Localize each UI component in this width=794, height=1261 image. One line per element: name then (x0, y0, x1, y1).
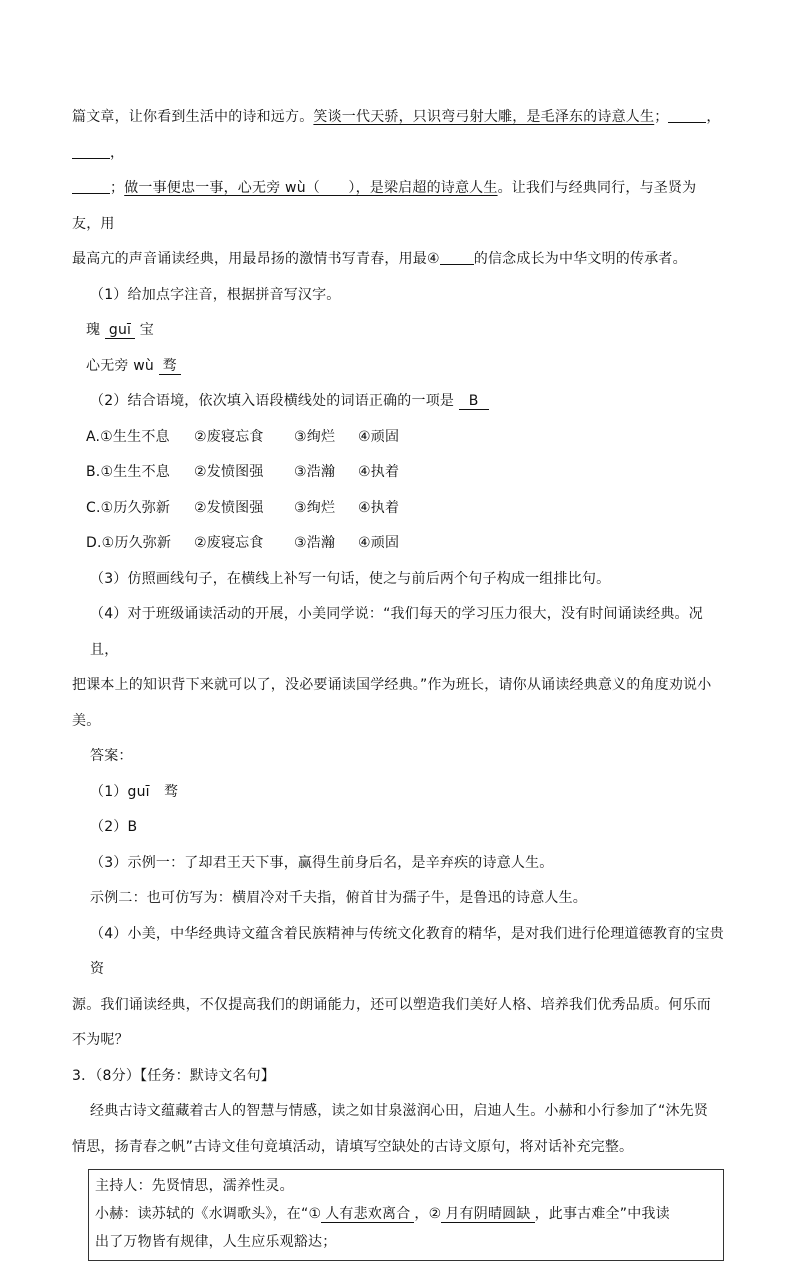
option-part: ④顽固 (358, 535, 400, 551)
option-part: ③浩瀚 (294, 464, 336, 480)
intro-text: 的信念成长为中华文明的传承者。 (473, 251, 687, 267)
document-content (72, 100, 724, 1261)
dialogue-answer-2[interactable]: 月有阴晴圆缺 (441, 1206, 534, 1223)
fill-blank[interactable] (72, 144, 110, 159)
intro-text: 最高亢的声音诵读经典，用最昂扬的激情书写青春，用最 (72, 251, 427, 267)
underlined-sentence: 做一事便忠一事，心无旁 wù（ ），是梁启超的诗意人生 (124, 180, 498, 196)
option-part: ③绚烂 (294, 499, 336, 516)
task3-heading: 3．（8分）【任务：默诗文名句】 (72, 1067, 276, 1084)
punct: ， (110, 144, 125, 161)
q4-line-3: 美。 (72, 712, 101, 729)
q4-line-2: 把课本上的知识背下来就可以了，没必要诵读国学经典。”作为班长，请你从诵读经典意义的角度劝说小 (72, 677, 712, 693)
option-part: D.①历久弥新 (86, 535, 172, 551)
dialogue-line-xiaohe-cont: 出了万物皆有规律，人生应乐观豁达； (95, 1234, 337, 1250)
dialogue-line-host: 主持人：先贤情思，濡养性灵。 (95, 1178, 294, 1194)
q2-answer[interactable]: B (459, 393, 489, 410)
q2-option-a[interactable] (72, 420, 724, 456)
option-part: ③浩瀚 (294, 535, 336, 551)
answer-2: （2）B (90, 819, 138, 835)
intro-line-2 (72, 171, 724, 242)
intro-text: 。让我们与经典同行，与圣贤为友，用 (72, 180, 697, 232)
punct: ， (706, 109, 721, 125)
fill-blank[interactable] (72, 179, 110, 194)
option-part: B.①生生不息 (86, 464, 171, 480)
answers-title: 答案： (90, 748, 133, 764)
q2-prompt (72, 384, 724, 420)
option-part: ③绚烂 (294, 428, 336, 445)
answer-1: （1）guī 骛 (90, 783, 179, 800)
fill-blank[interactable] (668, 108, 706, 123)
q1-word: 心无旁 wù (86, 357, 154, 374)
dialogue-text: ，② (414, 1206, 442, 1222)
task3-paragraph-1: 经典古诗文蕴藏着古人的智慧与情感，读之如甘泉滋润心田，启迪人生。小赫和小行参加了“沐先贤 (90, 1103, 709, 1119)
option-part: ④执着 (358, 464, 400, 480)
option-part: ④执着 (358, 499, 400, 516)
answer-4-line-2: 源。我们诵读经典，不仅提高我们的朗诵能力，还可以塑造我们美好人格、培养我们优秀品质。何乐而 (72, 996, 711, 1013)
q1-prompt: （1）给加点字注音，根据拼音写汉字。 (90, 286, 341, 303)
q1-word: 宝 (139, 322, 154, 338)
q3-prompt: （3）仿照画线句子，在横线上补写一句话，使之与前后两个句子构成一组排比句。 (90, 570, 611, 587)
dialogue-line-xiaohe (95, 1200, 717, 1228)
intro-text: 篇文章，让你看到生活中的诗和远方。 (72, 109, 314, 125)
answer-3-example-2: 示例二：也可仿写为：横眉冷对千夫指，俯首甘为孺子牛，是鲁迅的诗意人生。 (90, 890, 587, 906)
answer-4-line-1: （4）小美，中华经典诗文蕴含着民族精神与传统文化教育的精华，是对我们进行伦理道德教育的宝贵资 (90, 925, 724, 977)
q2-option-c[interactable] (72, 491, 724, 527)
dialogue-text: ，此事古难全”中我读 (534, 1206, 670, 1222)
answer-4-line-3: 不为呢？ (72, 1032, 129, 1048)
dialogue-text: 小赫：读苏轼的《水调歌头》，在“① (95, 1206, 322, 1222)
task3-paragraph-2: 情思，扬青春之帆”古诗文佳句竟填活动，请填写空缺处的古诗文原句，将对话补充完整。 (72, 1138, 634, 1155)
dialogue-answer-1[interactable]: 人有悲欢离合 (321, 1206, 414, 1223)
punct: ； (654, 109, 669, 125)
answer-3: （3）示例一：了却君王天下事，赢得生前身后名，是辛弃疾的诗意人生。 (90, 854, 554, 871)
option-part: ②发愤图强 (194, 464, 264, 480)
q4-line-1: （4）对于班级诵读活动的开展，小美同学说：“我们每天的学习压力很大，没有时间诵读经典。况且， (90, 606, 703, 658)
q1-answer-1[interactable]: guī (105, 322, 135, 339)
dialogue-box (88, 1169, 724, 1261)
option-part: A.①生生不息 (86, 428, 170, 445)
q1-answer-2[interactable]: 骛 (159, 358, 181, 375)
option-part: ②废寝忘食 (194, 535, 264, 551)
q2-prompt-text: （2）结合语境，依次填入语段横线处的词语正确的一项是 (90, 393, 455, 409)
option-part: ②废寝忘食 (194, 428, 264, 445)
q2-option-d[interactable] (72, 526, 724, 562)
q1-word: 瑰 (86, 322, 101, 338)
circled-number: ④ (427, 251, 440, 267)
fill-blank[interactable] (440, 250, 474, 265)
punct: ； (110, 180, 125, 196)
option-part: ②发愤图强 (194, 499, 264, 516)
q2-option-b[interactable] (72, 455, 724, 491)
q1-item-2 (72, 349, 724, 385)
intro-line-1 (72, 100, 724, 171)
underlined-sentence: 笑谈一代天骄，只识弯弓射大雕，是毛泽东的诗意人生 (313, 109, 655, 125)
option-part: C.①历久弥新 (86, 499, 171, 516)
intro-line-3 (72, 242, 724, 278)
q1-item-1 (72, 313, 724, 349)
option-part: ④顽固 (358, 428, 400, 445)
